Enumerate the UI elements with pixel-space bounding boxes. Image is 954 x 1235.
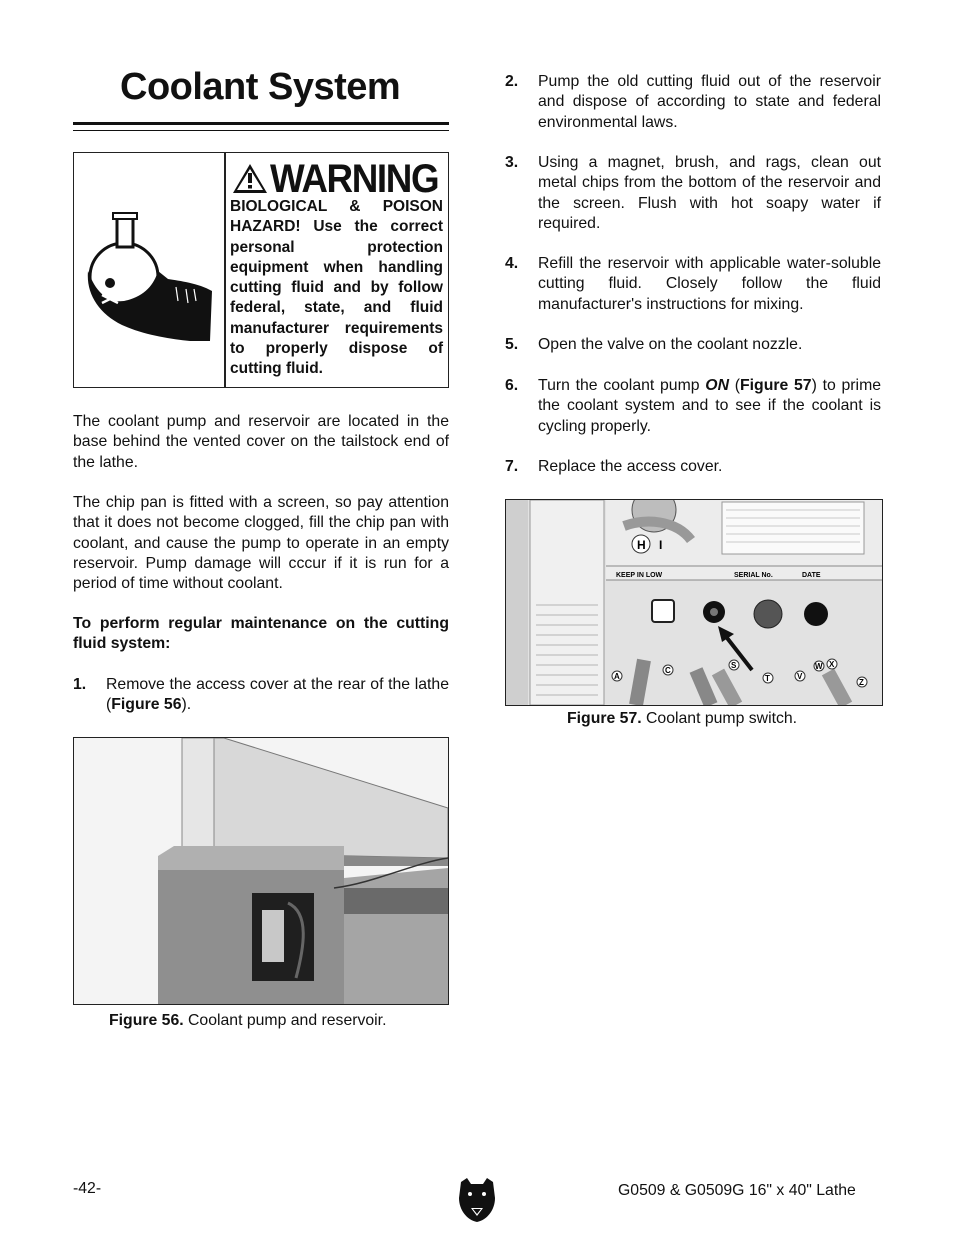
on-emphasis: ON bbox=[705, 377, 729, 394]
intro-paragraph-1: The coolant pump and reservoir are located in the base behind the vented cover on the tailstock end of the lathe. bbox=[73, 413, 449, 471]
page-number: -42- bbox=[73, 1180, 102, 1197]
page-title: Coolant System bbox=[120, 66, 401, 108]
lever-letter-w: W bbox=[815, 662, 823, 671]
lever-letter-a: A bbox=[614, 672, 620, 681]
figure-56-label: Figure 56. bbox=[109, 1012, 184, 1029]
intro-paragraph-2: The chip pan is fitted with a screen, so pay attention that it does not become clogged, fill the chip pan with coolant, and cause the pump to operate in an empty reservoir. Pump damage will cccur if it is run for a period of time without coolant. bbox=[73, 494, 449, 593]
step-text: Remove the access cover at the rear of the lathe ( bbox=[106, 676, 449, 714]
maintenance-heading: To perform regular maintenance on the cutting fluid system: bbox=[73, 615, 449, 653]
coolant-reservoir-photo bbox=[74, 738, 448, 1004]
warning-box bbox=[73, 152, 449, 388]
figure-57-label: Figure 57. bbox=[567, 710, 642, 727]
step-text: Replace the access cover. bbox=[538, 458, 723, 475]
panel-label-serial: SERIAL No. bbox=[734, 572, 773, 579]
panel-label-keep-in: KEEP IN LOW bbox=[616, 572, 663, 579]
step-4 bbox=[505, 254, 881, 315]
model-footer: G0509 & G0509G 16" x 40" Lathe bbox=[618, 1182, 856, 1199]
figure-56-image bbox=[73, 737, 449, 1005]
figure-57-image bbox=[505, 499, 883, 706]
step-text: Open the valve on the coolant nozzle. bbox=[538, 336, 803, 353]
figure-56-text: Coolant pump and reservoir. bbox=[188, 1012, 387, 1029]
warning-word: WARNING bbox=[270, 157, 439, 201]
figure-57-caption bbox=[567, 710, 797, 728]
title-rule-thin bbox=[73, 130, 449, 131]
figure-reference: Figure 57 bbox=[740, 377, 812, 394]
step-number: 2. bbox=[505, 73, 519, 90]
step-number: 5. bbox=[505, 336, 519, 353]
poison-flask-hand-icon bbox=[80, 209, 220, 341]
step-number: 7. bbox=[505, 458, 519, 475]
step-number: 1. bbox=[73, 676, 87, 693]
title-rule-thick bbox=[73, 122, 449, 125]
step-number: 4. bbox=[505, 255, 519, 272]
lever-letter-x: X bbox=[829, 660, 835, 669]
step-text: Pump the old cutting fluid out of the reservoir and dispose of according to state and federal environmental laws. bbox=[538, 73, 881, 131]
step-number: 6. bbox=[505, 377, 519, 394]
panel-label-date: DATE bbox=[802, 572, 821, 579]
step-2 bbox=[505, 72, 881, 133]
step-number: 3. bbox=[505, 154, 519, 171]
step-1 bbox=[73, 675, 449, 716]
figure-56-caption bbox=[109, 1012, 386, 1030]
control-panel-photo bbox=[506, 500, 882, 705]
grizzly-bear-logo bbox=[457, 1176, 497, 1224]
step-text-end: ) to prime the coolant system and to see if the coolant is cycling properly. bbox=[538, 377, 882, 435]
step-text-mid: ( bbox=[728, 377, 740, 394]
step-text: Refill the reservoir with applicable water-soluble cutting fluid. Closely follow the fluid manufacturer's instructions for mixing. bbox=[538, 255, 881, 313]
caution-triangle-icon bbox=[231, 162, 269, 195]
lever-letter-s: S bbox=[731, 661, 737, 670]
lever-letter-t: T bbox=[765, 674, 770, 683]
lever-letter-c: C bbox=[665, 666, 671, 675]
panel-label-i: I bbox=[659, 538, 663, 552]
panel-label-h: H bbox=[637, 538, 646, 552]
step-3 bbox=[505, 153, 881, 234]
step-7 bbox=[505, 457, 881, 477]
warning-text: BIOLOGICAL & POISON HAZARD! Use the correct personal protection equipment when handling cutting fluid and by follow federal, state, and fluid manufacturer requirements to properly dispose of cutting fluid. bbox=[230, 198, 443, 378]
lever-letter-z: Z bbox=[859, 678, 864, 687]
step-5 bbox=[505, 335, 881, 355]
step-6 bbox=[505, 376, 881, 437]
step-text: Turn the coolant pump bbox=[538, 377, 706, 394]
figure-reference: Figure 56 bbox=[111, 696, 182, 714]
figure-57-text: Coolant pump switch. bbox=[646, 710, 798, 727]
step-text: Using a magnet, brush, and rags, clean out metal chips from the bottom of the reservoir and the screen. Flush with hot soapy water if required. bbox=[538, 154, 881, 232]
warning-divider bbox=[224, 153, 226, 387]
lever-letter-v: V bbox=[797, 672, 803, 681]
step-text-end: ). bbox=[181, 696, 192, 714]
